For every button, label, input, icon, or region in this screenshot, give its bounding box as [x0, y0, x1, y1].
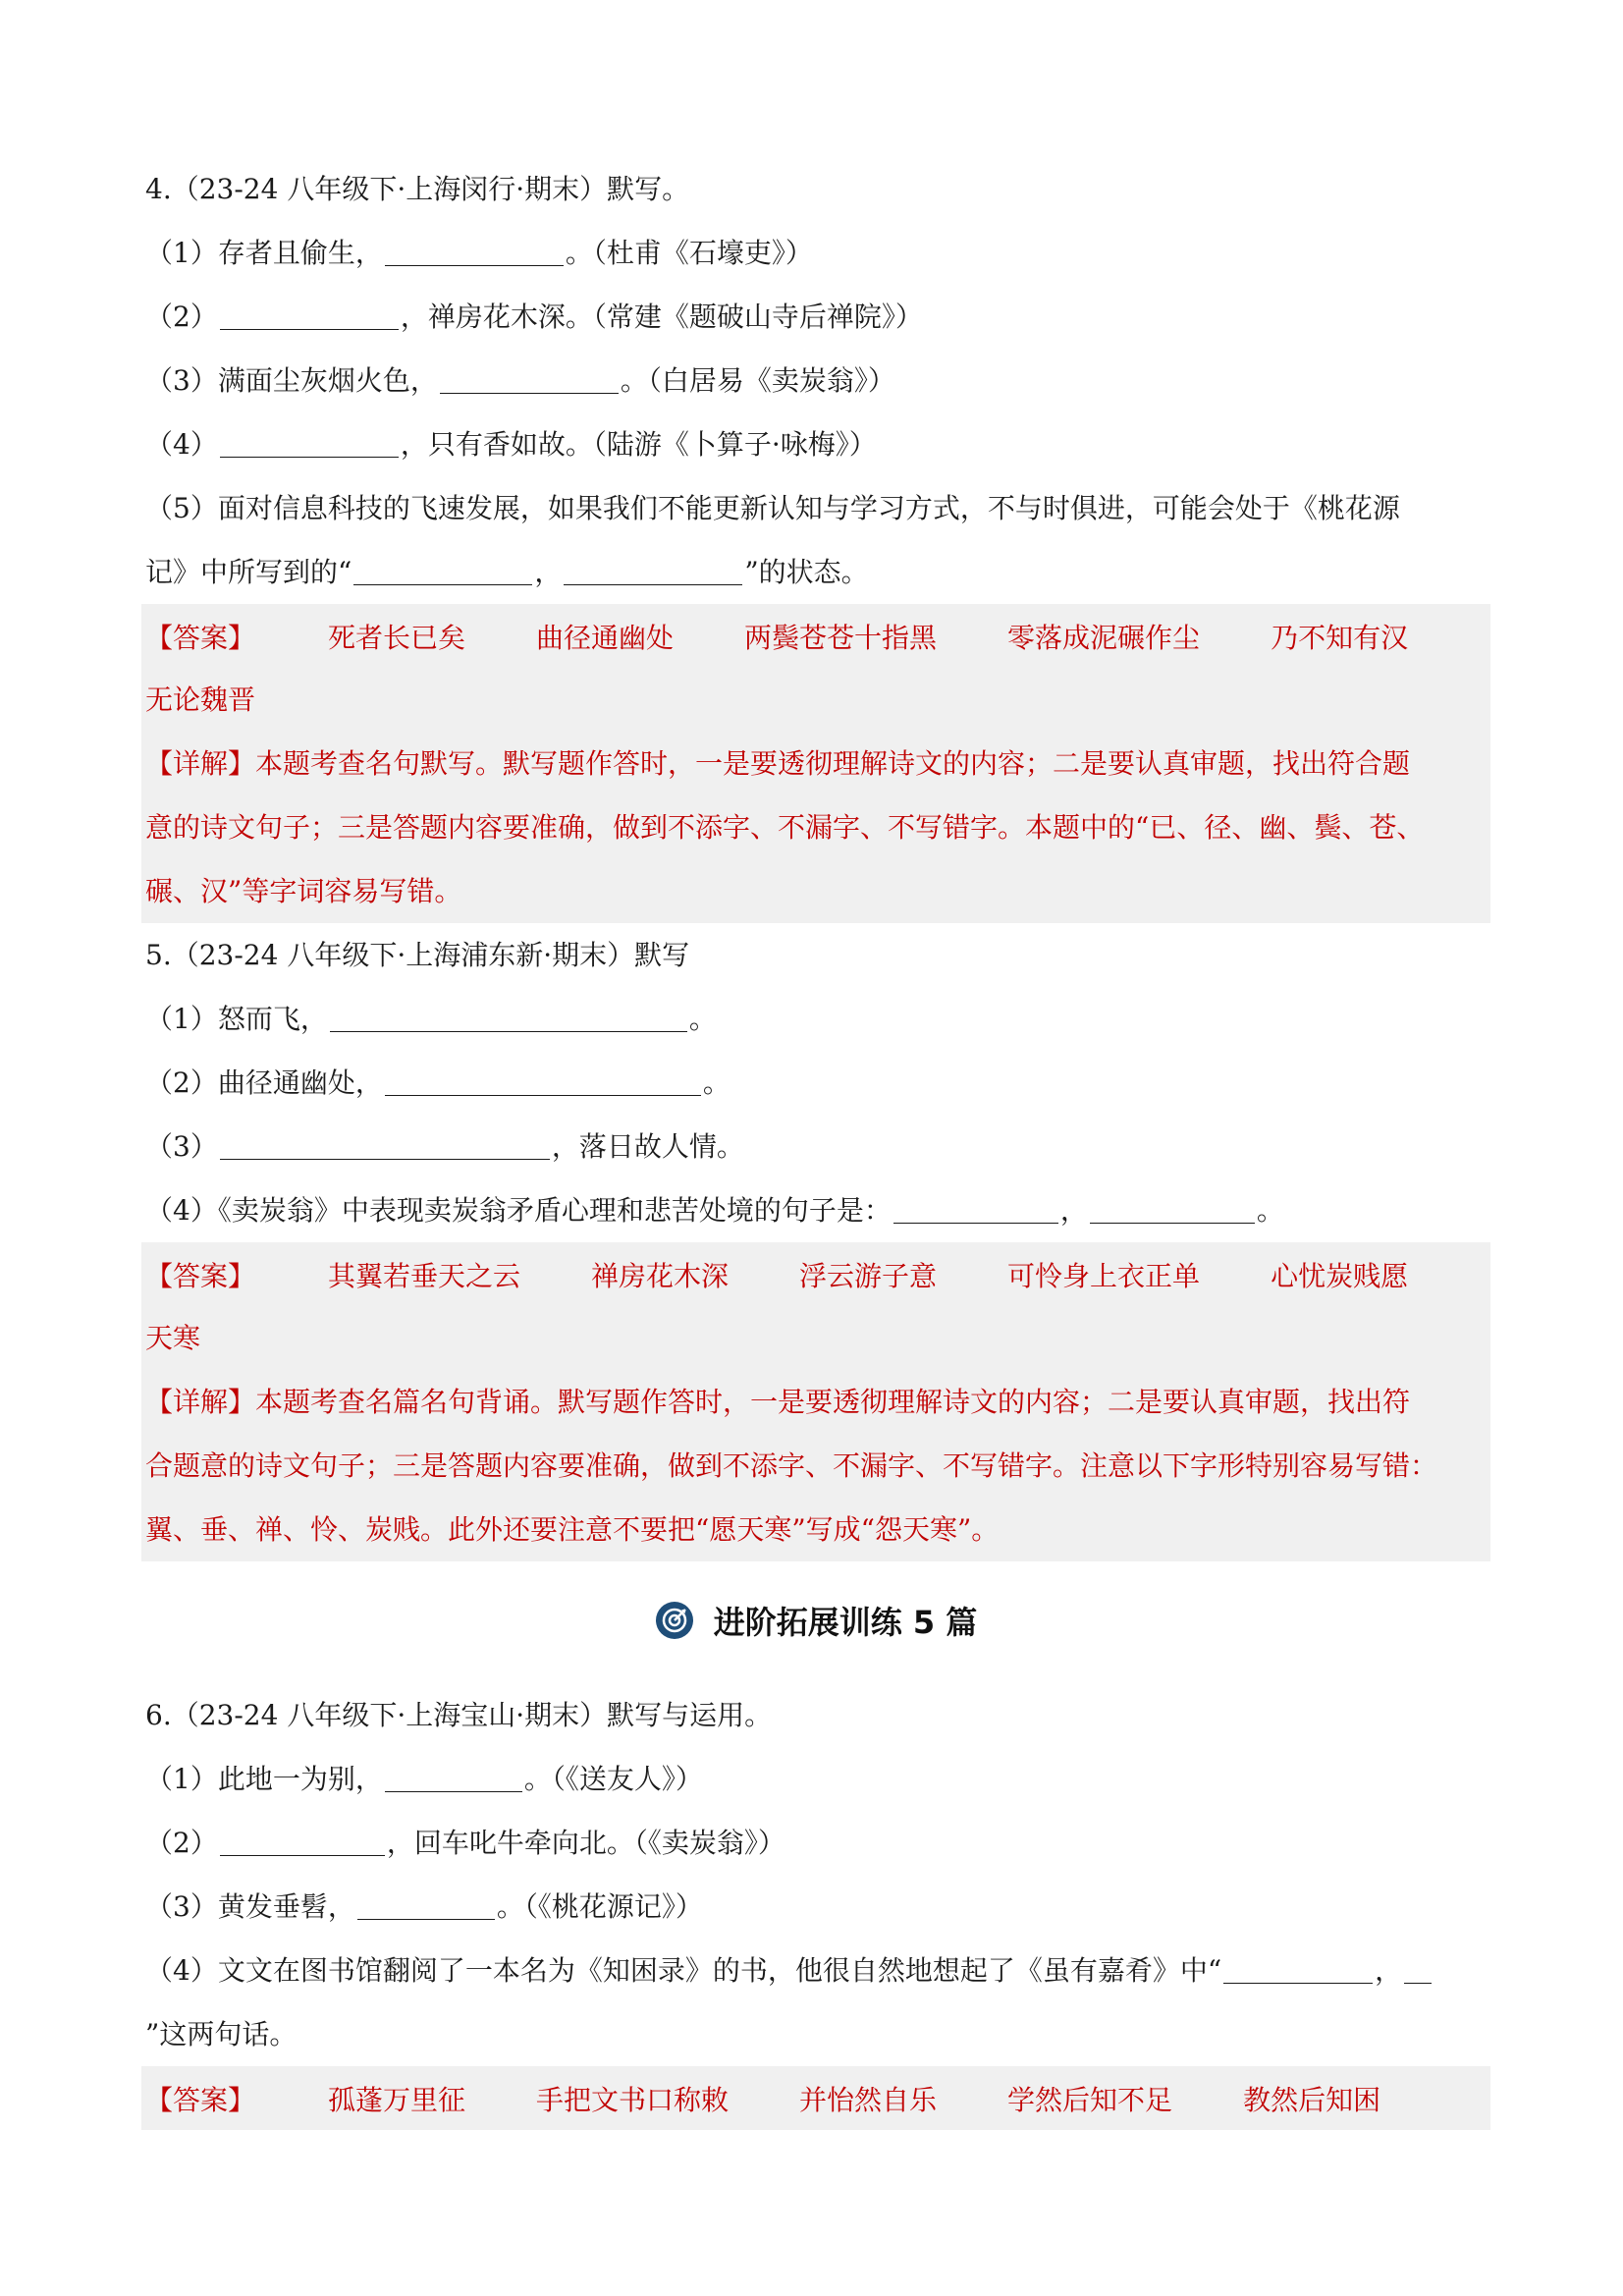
q4-item-5b-post: ”的状态。 — [744, 556, 869, 588]
answer-blank[interactable] — [440, 363, 619, 394]
section-heading — [145, 1561, 1487, 1679]
section-title: 进阶拓展训练 5 篇 — [713, 1604, 978, 1641]
q5-item-4-post: 。 — [1256, 1194, 1284, 1227]
q6-item-4-mid: ， — [1375, 1954, 1403, 1987]
answer-blank[interactable] — [330, 1002, 687, 1032]
q4-item-4-pre: （4） — [145, 428, 218, 461]
answer-item: 两鬓苍苍十指黑 — [744, 621, 938, 654]
q6-item-1-pre: （1）此地一为别， — [145, 1763, 383, 1795]
q6-answer-box — [141, 2066, 1490, 2130]
answer-item: 可怜身上衣正单 — [1007, 1259, 1201, 1292]
target-icon — [655, 1601, 694, 1640]
q4-item-4 — [145, 412, 1487, 476]
answer-blank[interactable] — [1090, 1193, 1255, 1224]
q6-item-4 — [145, 1939, 1487, 2002]
q6-item-4-cont: ”这两句话。 — [145, 2018, 298, 2050]
answer-item: 曲径通幽处 — [536, 621, 675, 654]
q5-header: 5.（23-24 八年级下·上海浦东新·期末）默写 — [145, 939, 690, 971]
q4-item-5b-mid: ， — [534, 556, 563, 588]
q6-header: 6.（23-24 八年级下·上海宝山·期末）默写与运用。 — [145, 1699, 773, 1731]
answer-blank[interactable] — [357, 1889, 495, 1920]
answer-blank[interactable] — [893, 1193, 1058, 1224]
q4-item-2 — [145, 285, 1487, 349]
q5-item-4-pre: （4）《卖炭翁》中表现卖炭翁矛盾心理和悲苦处境的句子是： — [145, 1194, 892, 1227]
answer-item: 死者长已矣 — [328, 621, 466, 654]
q5-item-4-mid: ， — [1059, 1194, 1088, 1227]
q4-header: 4.（23-24 八年级下·上海闵行·期末）默写。 — [145, 173, 690, 205]
q5-detail-3: 翼、垂、禅、怜、炭贱。此外还要注意不要把“愿天寒”写成“怨天寒”。 — [145, 1513, 1000, 1546]
answer-item: 并怡然自乐 — [799, 2083, 938, 2116]
q6-item-2-pre: （2） — [145, 1827, 218, 1859]
q4-item-5a: （5）面对信息科技的飞速发展，如果我们不能更新认知与学习方式，不与时俱进，可能会处于《桃花源 — [145, 492, 1400, 524]
detail-tag: 【详解】 — [145, 1386, 256, 1418]
q5-answer-box — [141, 1242, 1490, 1561]
q5-item-4 — [145, 1178, 1487, 1242]
q4-answer-row — [145, 604, 1487, 668]
answer-item: 孤蓬万里征 — [328, 2083, 466, 2116]
q4-item-3-pre: （3）满面尘灰烟火色， — [145, 364, 438, 397]
q5-answer-row — [145, 1242, 1487, 1306]
q4-detail-2: 意的诗文句子；三是答题内容要准确，做到不添字、不漏字、不写错字。本题中的“已、径、幽、鬓、苍、 — [145, 811, 1425, 844]
answer-blank[interactable] — [220, 1826, 385, 1856]
q5-answer-cont: 天寒 — [145, 1322, 201, 1354]
q6-item-4-pre: （4）文文在图书馆翻阅了一本名为《知困录》的书，他很自然地想起了《虽有嘉肴》中“ — [145, 1954, 1222, 1987]
answer-blank[interactable] — [1223, 1953, 1373, 1984]
q6-answer-row — [145, 2066, 1487, 2130]
answer-blank[interactable] — [220, 300, 399, 330]
answer-tag: 【答案】 — [145, 2083, 256, 2116]
q5-detail-1 — [145, 1370, 1487, 1434]
answer-item: 手把文书口称敕 — [536, 2083, 730, 2116]
q5-item-1-post: 。 — [688, 1003, 717, 1035]
q6-item-1 — [145, 1747, 1487, 1811]
answer-blank[interactable] — [1404, 1953, 1432, 1984]
q4-answer-cont: 无论魏晋 — [145, 683, 256, 716]
q4-item-3 — [145, 349, 1487, 412]
answer-item: 学然后知不足 — [1007, 2083, 1173, 2116]
q4-item-2-pre: （2） — [145, 301, 218, 333]
q4-item-3-post: 。（白居易《卖炭翁》） — [620, 364, 895, 397]
answer-item: 浮云游子意 — [799, 1259, 938, 1292]
q5-item-2 — [145, 1051, 1487, 1115]
answer-item: 零落成泥碾作尘 — [1007, 621, 1201, 654]
q4-detail-3: 碾、汉”等字词容易写错。 — [145, 875, 462, 907]
q5-detail-2: 合题意的诗文句子；三是答题内容要准确，做到不添字、不漏字、不写错字。注意以下字形特别容易写错： — [145, 1449, 1438, 1482]
q4-detail-1 — [145, 732, 1487, 795]
q4-item-5b — [145, 540, 1487, 604]
answer-blank[interactable] — [385, 1762, 522, 1792]
q6-item-1-post: 。（《送友人》） — [523, 1763, 703, 1795]
answer-item: 教然后知困 — [1243, 2083, 1381, 2116]
answer-blank[interactable] — [353, 555, 532, 585]
q4-detail-text: 本题考查名句默写。默写题作答时，一是要透彻理解诗文的内容；二是要认真审题，找出符合题 — [255, 747, 1411, 780]
q5-item-3-post: ，落日故人情。 — [551, 1130, 744, 1163]
q6-item-3-post: 。（《桃花源记》） — [496, 1890, 703, 1923]
answer-blank[interactable] — [385, 236, 564, 266]
q6-item-3 — [145, 1875, 1487, 1939]
q4-item-5b-pre: 记》中所写到的“ — [145, 556, 352, 588]
answer-item: 禅房花木深 — [591, 1259, 730, 1292]
q4-item-4-post: ，只有香如故。（陆游《卜算子·咏梅》） — [400, 428, 877, 461]
q5-item-2-post: 。 — [702, 1066, 730, 1099]
q5-item-1 — [145, 987, 1487, 1051]
answer-tag: 【答案】 — [145, 621, 256, 654]
answer-tag: 【答案】 — [145, 1259, 256, 1292]
q5-item-2-pre: （2）曲径通幽处， — [145, 1066, 383, 1099]
q6-item-3-pre: （3）黄发垂髫， — [145, 1890, 355, 1923]
q6-item-2 — [145, 1811, 1487, 1875]
answer-blank[interactable] — [385, 1066, 701, 1096]
q5-item-3-pre: （3） — [145, 1130, 218, 1163]
q4-item-2-post: ，禅房花木深。（常建《题破山寺后禅院》） — [400, 301, 923, 333]
answer-item: 乃不知有汉 — [1271, 621, 1409, 654]
answer-blank[interactable] — [220, 427, 399, 458]
answer-blank[interactable] — [220, 1129, 550, 1160]
answer-item: 心忧炭贱愿 — [1271, 1259, 1409, 1292]
q4-item-1-post: 。（杜甫《石壕吏》） — [565, 237, 813, 269]
answer-item: 其翼若垂天之云 — [328, 1259, 521, 1292]
q5-item-1-pre: （1）怒而飞， — [145, 1003, 328, 1035]
q6-item-2-post: ，回车叱牛牵向北。（《卖炭翁》） — [386, 1827, 785, 1859]
q4-answer-box — [141, 604, 1490, 923]
q4-item-1-pre: （1）存者且偷生， — [145, 237, 383, 269]
detail-tag: 【详解】 — [145, 747, 256, 780]
q5-detail-text: 本题考查名篇名句背诵。默写题作答时，一是要透彻理解诗文的内容；二是要认真审题，找出符 — [255, 1386, 1411, 1418]
answer-blank[interactable] — [564, 555, 742, 585]
q5-item-3 — [145, 1115, 1487, 1178]
q4-item-1 — [145, 221, 1487, 285]
document-page — [145, 157, 1487, 2130]
